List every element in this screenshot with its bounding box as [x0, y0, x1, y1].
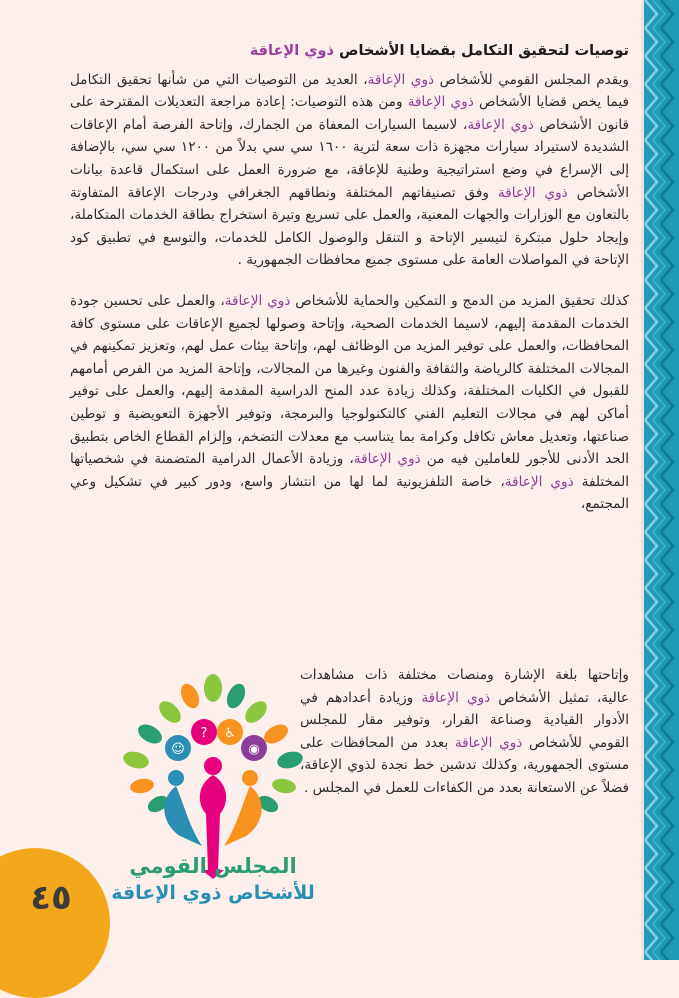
body-text: ومن هذه التوصيات: إعادة مراجعة التعديلات المقترحة على قانون الأشخاص	[70, 94, 630, 133]
highlight-term: ذوي الإعاقة	[224, 292, 291, 309]
body-text: ، والعمل على تحسين جودة الخدمات المقدمة إليهم، لاسيما الخدمات الصحية، وإتاحة وصولها لجميع الإعاقات على مستوى كافة المحافظات، والعمل على توفير المزيد من الوظائف لهم، وإتاحة بيئات عمل لهم، وتعزيز تمكينهم في المجالات المختلفة كالرياضة والثقافة والفنون وغيرها من المجالات، وإتاحة المزيد من الفرص أمامهم للقبول في الكليات المختلفة، وكذلك زيادة عدد المنح الدراسية المقدمة إليهم، والعمل على توفير أماكن لهم في مجالات التعليم الفني كالتكنولوجيا والبرمجة، وتوفير الأجهزة التعويضية و توطين صناعتها، وتعديل معاش تكافل وكرامة بما يتناسب مع معدلات التضخم، وإلزام القطاع الخاص بتطبيق الحد الأدنى للأجور للعاملين فيه من	[70, 292, 629, 468]
svg-text:◉: ◉	[248, 742, 260, 757]
paragraph-3-text	[300, 664, 629, 800]
paragraph-3	[300, 664, 629, 800]
body-text: وفق تصنيفاتهم المختلفة ونطاقهم الجغرافي ودرجات الإعاقة المتفاوتة بالتعاون مع الوزارات والجهات المعنية، والعمل على تسريع وتيرة استخراج بطاقة الخدمات المتكاملة، وإيجاد حلول مبتكرة لتيسير الإتاحة و التنقل والوصول الكامل للخدمات، والتوسع في تطبيق كود الإتاحة في المواصلات العامة على مستوى جميع محافظات الجمهورية .	[70, 184, 629, 269]
body-text: وزيادة أعدادهم في الأدوار القيادية وصناعة القرار، وتوفير مقار للمجلس القومي للأشخاص	[300, 689, 629, 751]
paragraph-1	[70, 69, 629, 272]
page-number-badge	[0, 848, 110, 998]
highlight-term: ذوي الإعاقة	[367, 71, 435, 88]
page-title	[70, 40, 629, 63]
page-number: ٤٥	[30, 878, 72, 918]
decorative-side-band	[641, 0, 679, 960]
body-text: ويقدم المجلس القومي للأشخاص	[434, 71, 629, 88]
svg-text:♿: ♿	[224, 726, 236, 741]
highlight-term: ذوي الإعاقة	[454, 734, 523, 751]
title-prefix: توصيات لتحقيق التكامل بقضايا الأشخاص	[333, 43, 629, 59]
zigzag-pattern-icon	[641, 0, 679, 960]
article-content	[70, 40, 629, 516]
svg-text:☺: ☺	[171, 742, 185, 757]
title-highlight: ذوي الإعاقة	[249, 43, 334, 59]
body-text: ، لاسيما السيارات المعفاة من الجمارك، وإتاحة الفرصة أمام الإعاقات الشديدة لاستيراد سيارات مجهزة ذات سعة لترية ١٦٠٠ سي سي بدلاً من ١٢٠٠ سي سي، بالإضافة إلى الإسراع في وضع استراتيجية وطنية للإعاقة، مع ضرورة العمل على استكمال قاعدة بيانات الأشخاص	[70, 116, 629, 201]
highlight-term: ذوي الإعاقة	[504, 473, 574, 490]
logo-name-line1: المجلس القومي	[129, 854, 297, 878]
body-text: كذلك تحقيق المزيد من الدمج و التمكين والحماية للأشخاص	[290, 292, 629, 309]
tree-circles	[165, 719, 267, 761]
svg-text:?: ?	[200, 726, 208, 741]
body-text: ، وزيادة الأعمال الدرامية المتضمنة في شخصياتها المختلفة	[70, 451, 629, 490]
highlight-term: ذوي الإعاقة	[421, 689, 491, 706]
highlight-term: ذوي الإعاقة	[497, 184, 568, 201]
highlight-term: ذوي الإعاقة	[353, 451, 421, 468]
body-text: بعدد من المحافظات على مستوى الجمهورية، وكذلك تدشين خط نجدة لذوي الإعاقة، فضلاً عن الاستعانة بعدد من الكفاءات للعمل في المجلس .	[300, 734, 629, 796]
logo-name-line2: للأشخاص ذوي الإعاقة	[111, 882, 315, 904]
council-logo-tree-icon	[118, 674, 308, 914]
body-text: ، خاصة التلفزيونية لما لها من انتشار واسع، ودور كبير في تشكيل وعي المجتمع،	[70, 473, 629, 513]
highlight-term: ذوي الإعاقة	[407, 94, 474, 111]
body-text: ، العديد من التوصيات التي من شأنها تحقيق التكامل فيما يخص قضايا الأشخاص	[70, 71, 629, 111]
body-text: وإتاحتها بلغة الإشارة ومنصات مختلفة ذات مشاهدات عالية، تمثيل الأشخاص	[300, 667, 629, 706]
highlight-term: ذوي الإعاقة	[467, 116, 534, 133]
paragraph-2	[70, 290, 629, 516]
